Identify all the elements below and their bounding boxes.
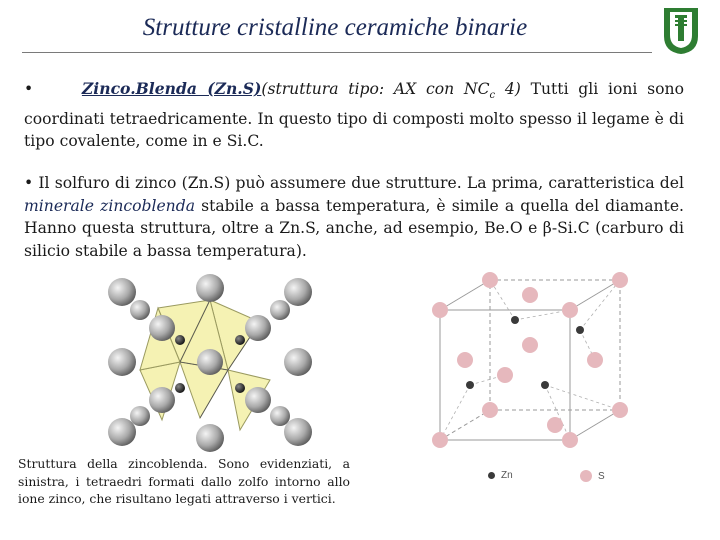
page-title: Strutture cristalline ceramiche binarie xyxy=(142,14,528,41)
mineral-name: minerale zincoblenda xyxy=(24,196,196,215)
s-atom-icon xyxy=(580,470,592,482)
structure-type: (struttura tipo: AX con $NC_c$ 4) xyxy=(261,80,521,102)
paragraph-zincoblenda xyxy=(24,78,684,153)
bullet: • xyxy=(24,80,34,98)
paragraph2-text-end: stabile a bassa temperatura, è simile a quella del diamante. Hanno questa struttura, oltre a Zn.S, anche, ad esempio, Be.O e β-Si.C (carburo di silicio stabile a bassa temperatura). xyxy=(24,196,685,260)
zn-atom-icon xyxy=(488,472,495,479)
legend-s: S xyxy=(580,470,605,482)
zincblende-unit-cell-figure xyxy=(420,270,635,495)
legend-zn: Zn xyxy=(488,470,513,481)
university-logo xyxy=(660,6,702,56)
zincblende-tetrahedra-figure xyxy=(100,270,320,455)
unit-cell-legend xyxy=(480,470,640,492)
figure-caption: Struttura della zincoblenda. Sono evidenziati, a sinistra, i tetraedri formati dallo zolfo intorno allo ione zinco, che risultano legati attraverso i vertici. xyxy=(18,456,350,506)
paragraph1-text: Tutti gli ioni sono coordinati tetraedricamente. In questo tipo di composti molto spesso il legame è di tipo covalente, come in e Si.C. xyxy=(24,80,684,151)
term-zincoblenda: Zinco.Blenda (Zn.S) xyxy=(81,79,262,98)
paragraph-zinc-sulfide xyxy=(24,172,684,262)
paragraph2-text-start: • Il solfuro di zinco (Zn.S) può assumere due strutture. La prima, caratteristica del xyxy=(24,174,684,192)
title-underline xyxy=(22,52,652,53)
